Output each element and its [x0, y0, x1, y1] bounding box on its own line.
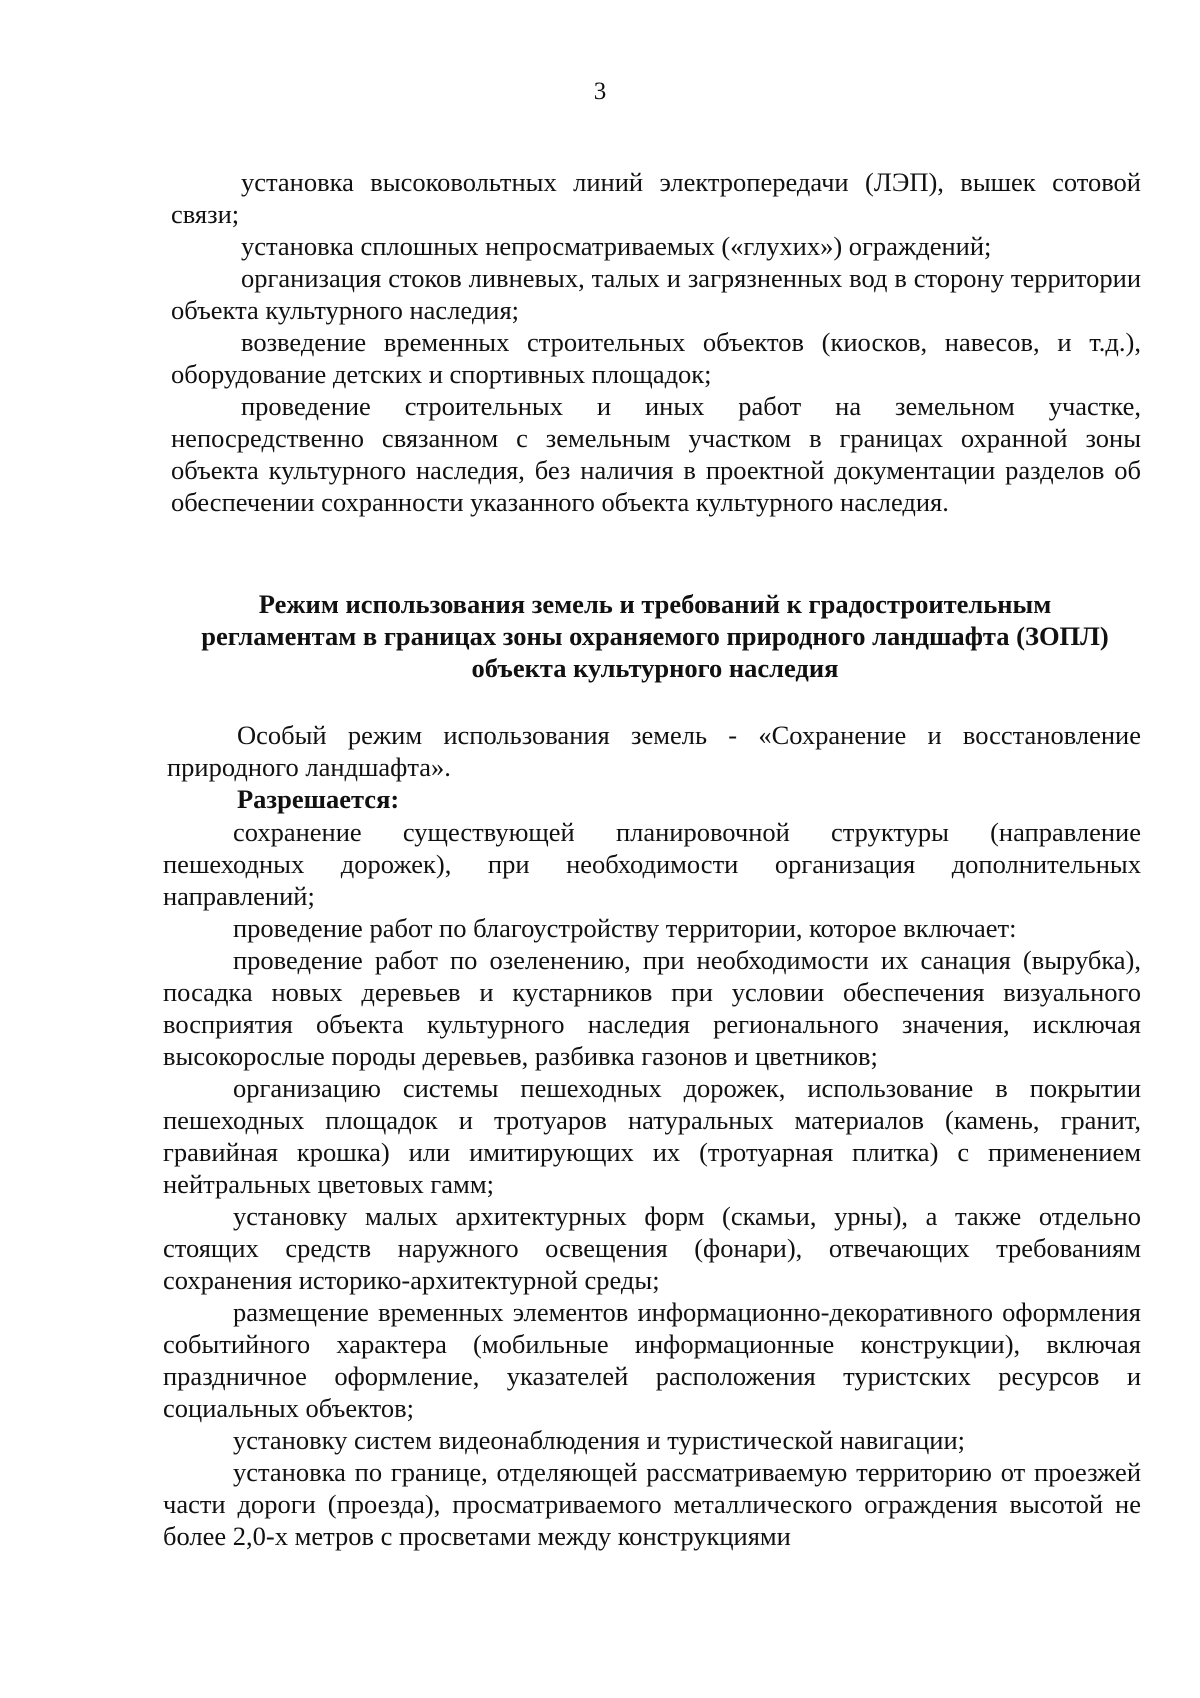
paragraph: проведение строительных и иных работ на земельном участке, непосредственно связанном с земельным участком в границах охранной зоны объекта культурного наследия, без наличия в проектной документации разделов об обеспечении сохранности указанного объекта культурного наследия. [171, 391, 1141, 517]
paragraph: организацию системы пешеходных дорожек, использование в покрытии пешеходных площадок и тротуаров натуральных материалов (камень, гранит, гравийная крошка) или имитирующих их (тротуарная плитка) с применением нейтральных цветовых гамм; [163, 1073, 1141, 1199]
paragraph: организация стоков ливневых, талых и загрязненных вод в сторону территории объекта культурного наследия; [171, 263, 1141, 325]
paragraph: установка по границе, отделяющей рассматриваемую территорию от проезжей части дороги (проезда), просматриваемого металлического ограждения высотой не более 2,0-х метров с просветами между конструкциями [163, 1457, 1141, 1551]
paragraph: проведение работ по озеленению, при необходимости их санация (вырубка), посадка новых деревьев и кустарников при условии обеспечения визуального восприятия объекта культурного наследия регионального значения, исключая высокорослые породы деревьев, разбивка газонов и цветников; [163, 945, 1141, 1071]
special-regime-paragraph: Особый режим использования земель - «Сохранение и восстановление природного ландшафта». [167, 720, 1141, 782]
paragraph: установку малых архитектурных форм (скамьи, урны), а также отдельно стоящих средств наружного освещения (фонари), отвечающих требованиям сохранения историко-архитектурной среды; [163, 1201, 1141, 1295]
page-number: 3 [593, 78, 607, 105]
paragraph: проведение работ по благоустройству территории, которое включает: [233, 913, 1017, 943]
allowed-label: Разрешается: [237, 784, 400, 814]
paragraph: установка сплошных непросматриваемых («глухих») ограждений; [241, 231, 992, 261]
allowed-list [163, 816, 1141, 1552]
paragraph: сохранение существующей планировочной структуры (направление пешеходных дорожек), при необходимости организация дополнительных направлений; [163, 817, 1141, 911]
section-heading [160, 588, 1150, 684]
special-regime-block [167, 719, 1141, 815]
paragraph: установку систем видеонаблюдения и туристической навигации; [233, 1425, 966, 1455]
heading-line: регламентам в границах зоны охраняемого природного ландшафта (ЗОПЛ) [201, 621, 1109, 651]
heading-line: Режим использования земель и требований к градостроительным [258, 589, 1052, 619]
prohibited-list [171, 166, 1141, 518]
paragraph: размещение временных элементов информационно-декоративного оформления событийного характера (мобильные информационные конструкции), включая праздничное оформление, указателей расположения туристских ресурсов и социальных объектов; [163, 1297, 1141, 1423]
heading-line: объекта культурного наследия [471, 653, 839, 683]
paragraph: установка высоковольтных линий электропередачи (ЛЭП), вышек сотовой связи; [171, 167, 1141, 229]
paragraph: возведение временных строительных объектов (киосков, навесов, и т.д.), оборудование детских и спортивных площадок; [171, 327, 1141, 389]
